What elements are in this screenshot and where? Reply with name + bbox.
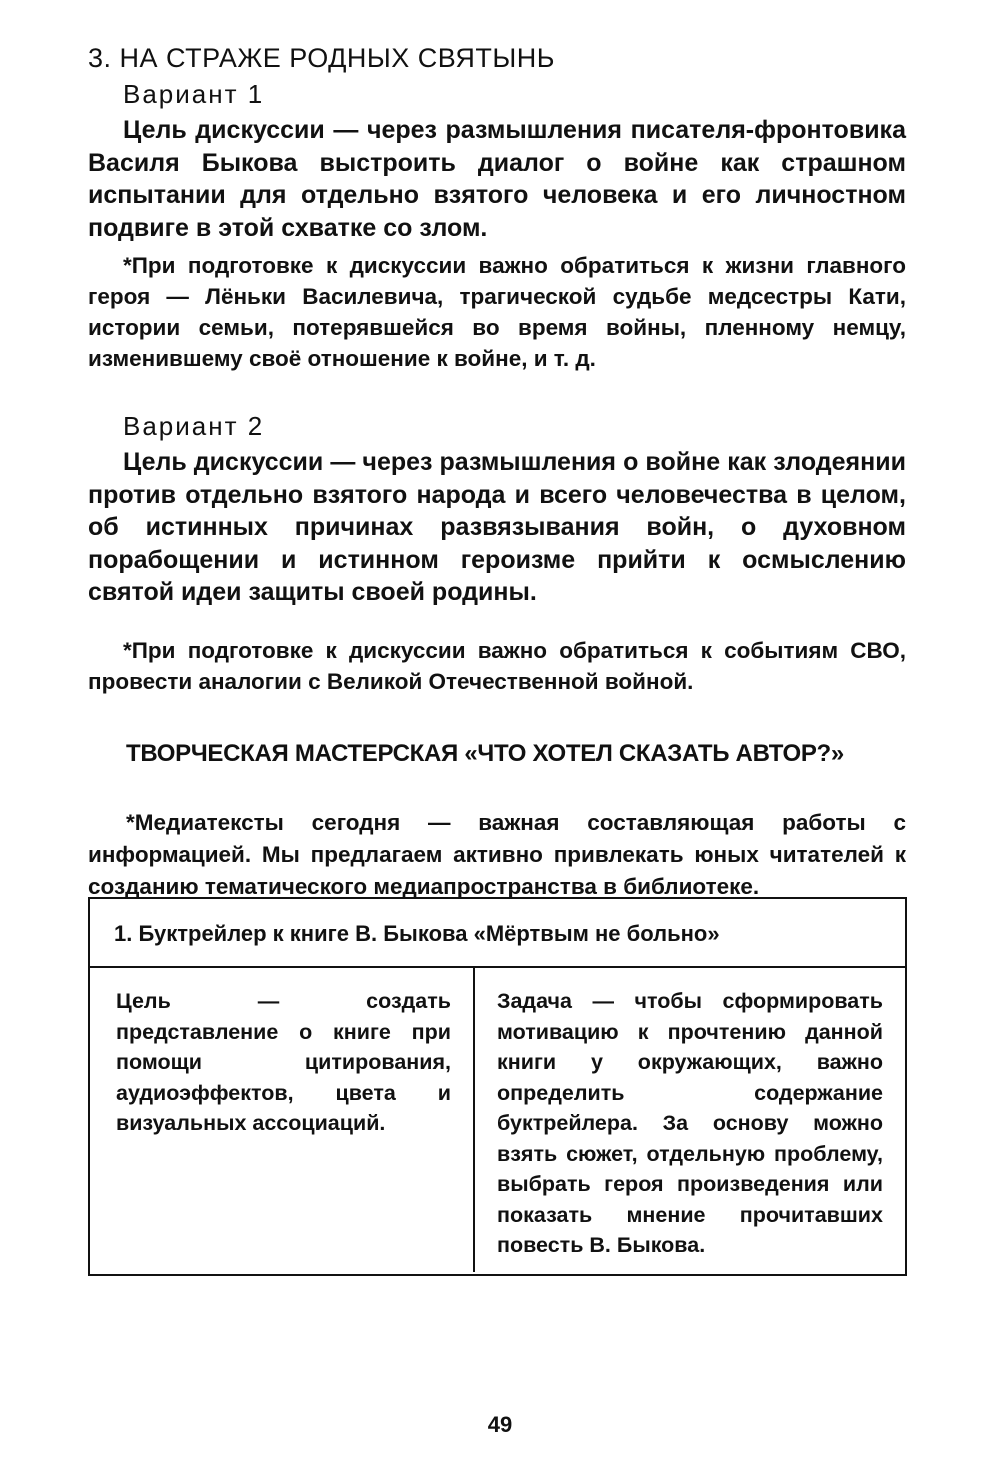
table-cell-goal: Цель — создать представление о книге при помощи цитирования, аудиоэффектов, цвета и визуальных ассоциаций. [90, 968, 475, 1272]
variant-2-label: Вариант 2 [123, 411, 265, 441]
table-cell-task: Задача — чтобы сформировать мотивацию к прочтению данной книги у окружающих, важно определить содержание буктрейлера. За основу можно взять сюжет, отдельную проблему, выбрать героя произведения или показать мнение прочитавших повесть В. Быкова. [497, 989, 883, 1257]
goal-text: — через размышления о войне как злодеянии против отдельно взятого народа и всего человечества в целом, об истинных причинах развязывания войн, о духовном порабощении и истинном героизме прийти к осмыслению святой идеи защиты своей родины. [88, 448, 906, 606]
table-body [90, 968, 905, 1272]
page-content [88, 40, 906, 903]
workshop-note: *Медиатексты сегодня — важная составляющая работы с информацией. Мы предлагаем активно привлекать юных читателей к созданию тематического медиапространства в библиотеке. [88, 809, 906, 899]
workshop-heading: ТВОРЧЕСКАЯ МАСТЕРСКАЯ «ЧТО ХОТЕЛ СКАЗАТЬ АВТОР?» [126, 739, 844, 767]
variant-2-goal [88, 446, 906, 609]
variant-2-note: *При подготовке к дискуссии важно обратиться к событиям СВО, провести аналогии с Великой Отечественной войной. [88, 637, 906, 694]
goal-label: Цель дискуссии [123, 116, 325, 144]
section-heading: 3. НА СТРАЖЕ РОДНЫХ СВЯТЫНЬ [88, 43, 556, 73]
goal-label: Цель дискуссии [123, 448, 324, 476]
variant-1-goal [88, 114, 906, 244]
variant-1-note: *При подготовке к дискуссии важно обратиться к жизни главного героя — Лёньки Василевича, трагической судьбе медсестры Кати, истории семьи, потерявшейся во время войны, пленному немцу, изменившему своё отношение к войне, и т. д. [88, 253, 906, 371]
variant-1-label: Вариант 1 [123, 79, 265, 109]
goal-text: — через размышления писателя-фронтовика Василя Быкова выстроить диалог о войне как страшном испытании для отдельно взятого человека и его личностном подвиге в этой схватке со злом. [88, 116, 906, 242]
table-title: 1. Буктрейлер к книге В. Быкова «Мёртвым не больно» [90, 899, 905, 968]
booktrailer-table [88, 897, 907, 1276]
page-number: 49 [487, 1412, 513, 1437]
